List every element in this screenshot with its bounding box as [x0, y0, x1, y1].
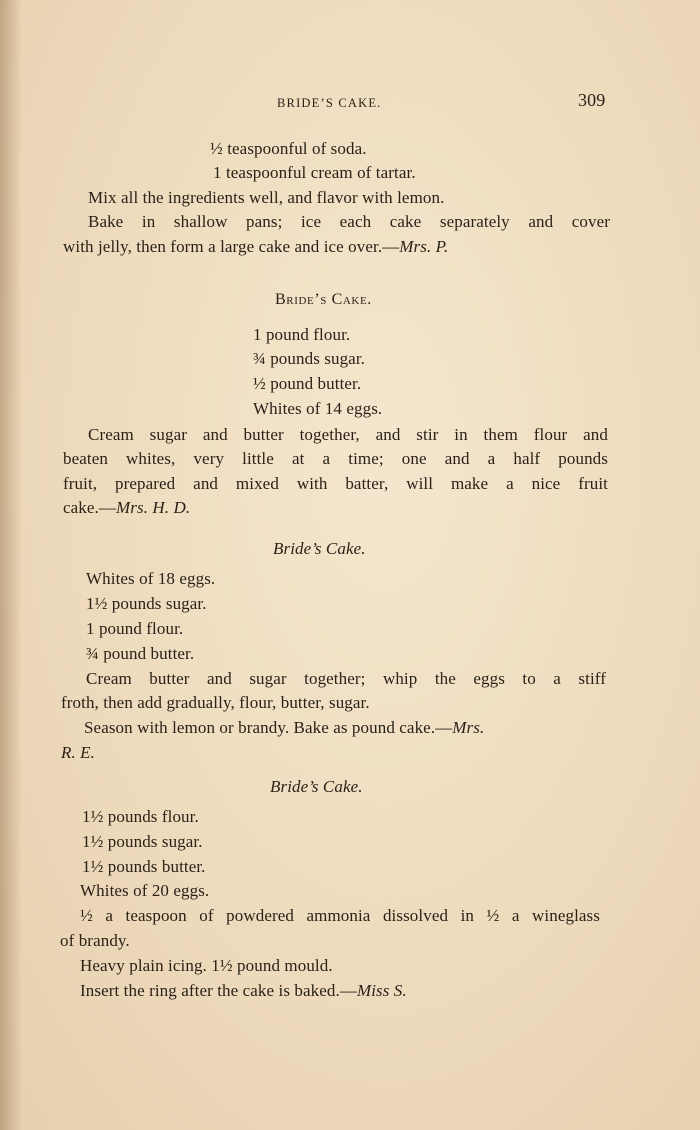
instruction-line: Bake in shallow pans; ice each cake separately and cover	[88, 212, 610, 231]
running-title: BRIDE’S CAKE.	[277, 96, 382, 110]
attribution: Mrs. H. D.	[116, 498, 191, 517]
instruction-line	[63, 498, 190, 518]
recipe-title: Bride’s Cake.	[270, 777, 363, 796]
ingredient-line: Whites of 18 eggs.	[86, 569, 216, 588]
page-number: 309	[578, 90, 606, 110]
ingredient-line: 1 pound flour.	[253, 325, 351, 344]
recipe-title: Bride’s Cake.	[275, 291, 372, 308]
ingredient-line: ½ teaspoonful of soda.	[210, 139, 367, 158]
instruction-text: cake.—	[63, 498, 116, 517]
instruction-line	[63, 237, 448, 257]
instruction-text: with jelly, then form a large cake and ice over.—	[63, 237, 400, 256]
ingredient-line: 1 teaspoonful cream of tartar.	[213, 163, 416, 182]
instruction-line: Mix all the ingredients well, and flavor with lemon.	[88, 188, 445, 207]
instruction-line	[80, 981, 407, 1001]
page-spine-shadow	[0, 0, 22, 1130]
attribution: Mrs. P.	[399, 237, 449, 256]
instruction-line: ½ a teaspoon of powdered ammonia dissolved in ½ a wineglass	[80, 906, 600, 925]
attribution: Mrs.	[452, 718, 485, 737]
instruction-line	[84, 718, 484, 738]
instruction-line: Cream sugar and butter together, and stir in them flour and	[88, 425, 608, 444]
instruction-line: of brandy.	[60, 931, 130, 950]
recipe-title: Bride’s Cake.	[273, 539, 366, 558]
instruction-line: fruit, prepared and mixed with batter, will make a nice fruit	[63, 474, 608, 493]
ingredient-line: ¾ pounds sugar.	[253, 349, 365, 368]
instruction-line: Cream butter and sugar together; whip the eggs to a stiff	[86, 669, 606, 688]
attribution: R. E.	[61, 743, 96, 762]
ingredient-line: ½ pound butter.	[253, 374, 362, 393]
instruction-text: Insert the ring after the cake is baked.—	[80, 981, 357, 1000]
attribution: Miss S.	[356, 981, 407, 1000]
instruction-text: Season with lemon or brandy. Bake as pound cake.—	[84, 718, 453, 737]
instruction-line: froth, then add gradually, flour, butter, sugar.	[61, 693, 370, 712]
ingredient-line: Whites of 20 eggs.	[80, 881, 210, 900]
ingredient-line: 1½ pounds butter.	[82, 857, 206, 876]
instruction-line: beaten whites, very little at a time; one and a half pounds	[63, 449, 608, 468]
ingredient-line: 1 pound flour.	[86, 619, 184, 638]
instruction-line: Heavy plain icing. 1½ pound mould.	[80, 956, 333, 975]
ingredient-line: 1½ pounds flour.	[82, 807, 199, 826]
ingredient-line: 1½ pounds sugar.	[86, 594, 207, 613]
ingredient-line: ¾ pound butter.	[86, 644, 195, 663]
ingredient-line: Whites of 14 eggs.	[253, 399, 383, 418]
ingredient-line: 1½ pounds sugar.	[82, 832, 203, 851]
